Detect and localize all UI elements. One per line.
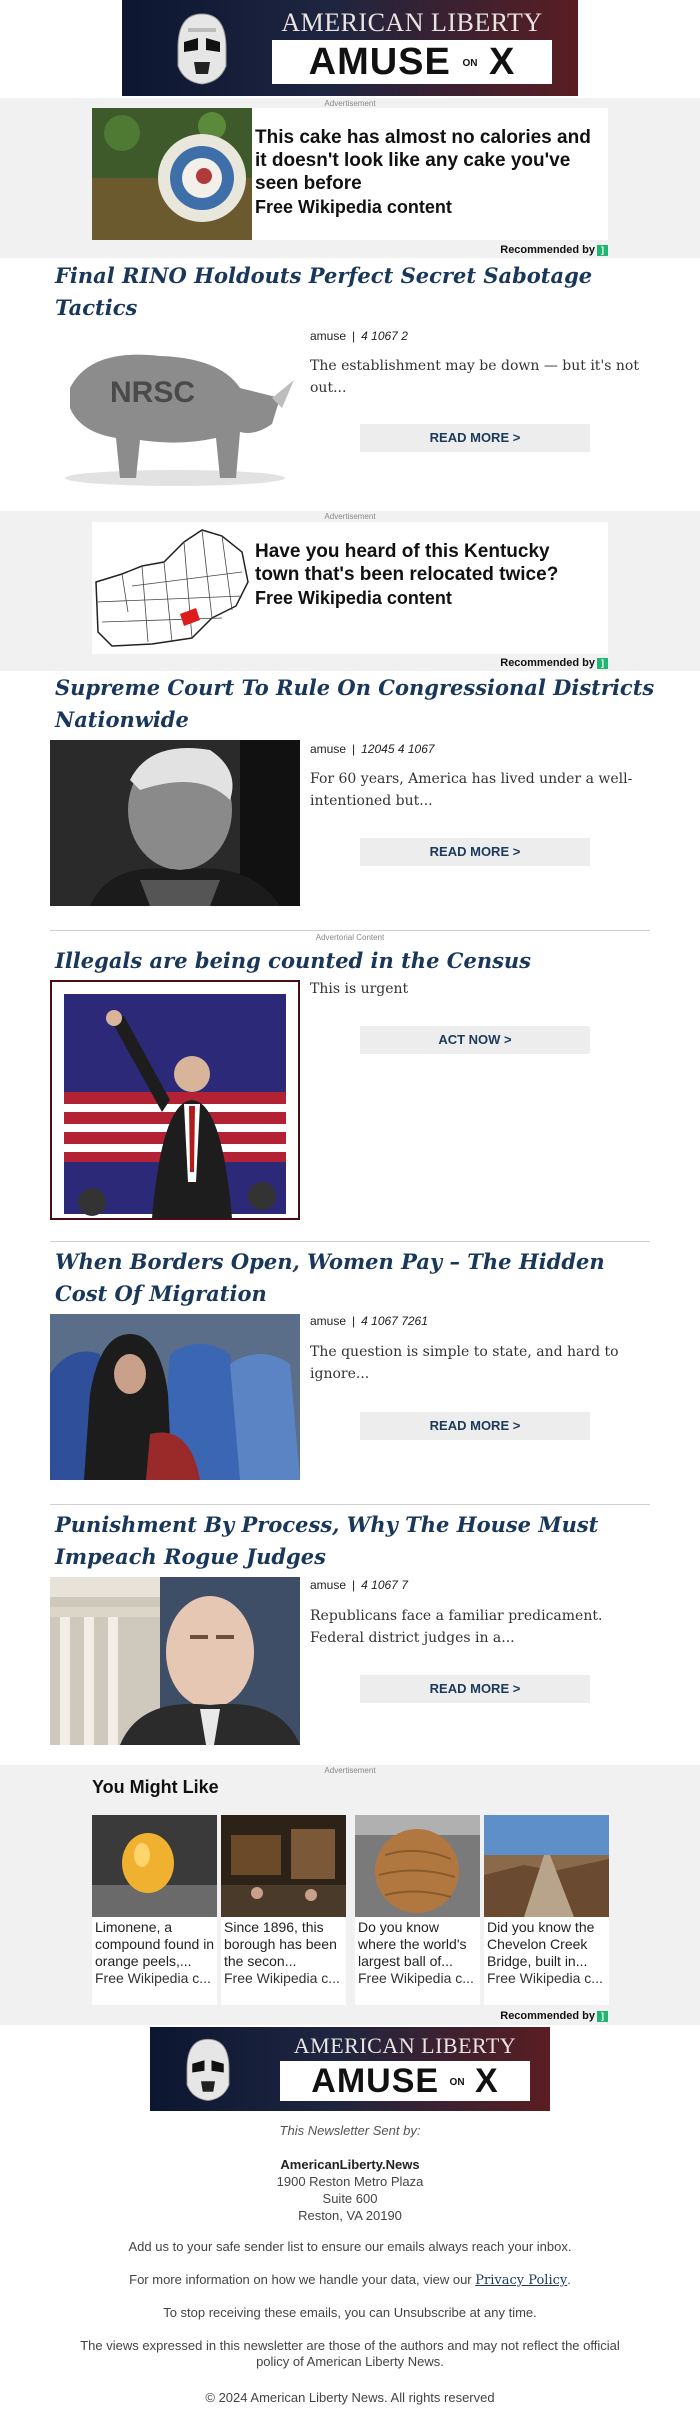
article-meta: amuse | 4 1067 7261 [310, 1314, 428, 1328]
you-might-like-title: You Might Like [92, 1777, 219, 1797]
read-more-button[interactable]: READ MORE > [360, 838, 590, 866]
article-meta: amuse | 4 1067 7 [310, 1578, 408, 1592]
article-title[interactable]: When Borders Open, Women Pay – The Hidden Cost Of Migration [55, 1249, 605, 1306]
recommendation-image [221, 1815, 346, 1917]
divider [50, 1504, 650, 1505]
ad-image-kentucky-map [92, 522, 252, 654]
brand-line1: AMERICAN LIBERTY [281, 8, 543, 37]
ad-headline: Have you heard of this Kentucky town that's been relocated twice? Free Wikipedia content [255, 541, 559, 608]
read-more-button[interactable]: READ MORE > [360, 1412, 590, 1440]
org-name: AmericanLiberty.News [280, 2157, 420, 2172]
recommendation-image [92, 1815, 217, 1917]
sponsored-thumbnail[interactable] [50, 980, 300, 1220]
article-thumbnail-migrants[interactable] [50, 1314, 300, 1480]
ad-block-1 [0, 98, 700, 258]
recommendation-card[interactable] [221, 1815, 346, 2005]
article-excerpt: The question is simple to state, and hard to ignore... [310, 1344, 619, 1382]
you-might-like-block [0, 1765, 700, 2025]
recommendation-caption: Limonene, a compound found in orange peels,... [95, 1919, 215, 1969]
recommended-by[interactable]: Recommended by ] [500, 244, 608, 256]
ad-headline: This cake has almost no calories and it doesn't look like any cake you've seen before Free Wikipedia content [255, 127, 591, 217]
act-now-button[interactable]: ACT NOW > [360, 1026, 590, 1054]
article-meta: amuse | 4 1067 2 [310, 329, 408, 343]
sent-by-label: This Newsletter Sent by: [279, 2123, 421, 2138]
mgid-logo-icon: ] [597, 2011, 608, 2022]
helmet-icon [170, 8, 234, 88]
brand-logo: AMUSE ON X [280, 2061, 530, 2101]
privacy-policy-link[interactable]: Privacy Policy [475, 2273, 568, 2288]
ad-label: Advertisement [324, 1766, 376, 1775]
recommendation-source: Free Wikipedia c... [358, 1970, 474, 1986]
article-thumbnail-rhino[interactable] [50, 328, 300, 496]
article-title[interactable]: Supreme Court To Rule On Congressional Districts Nationwide [55, 675, 655, 732]
recommendation-card[interactable] [355, 1815, 480, 2005]
divider [50, 930, 650, 931]
advertorial-label: Advertorial Content [315, 933, 385, 942]
article-meta: amuse | 12045 4 1067 [310, 742, 435, 756]
mgid-logo-icon: ] [597, 658, 608, 669]
svg-text:NRSC: NRSC [110, 376, 196, 409]
sponsored-title[interactable]: Illegals are being counted in the Census [55, 948, 532, 973]
article-excerpt: Republicans face a familiar predicament. Federal district judges in a... [310, 1608, 603, 1646]
article-title[interactable]: Final RINO Holdouts Perfect Secret Sabotage Tactics [55, 263, 593, 320]
address-line3: Reston, VA 20190 [298, 2208, 402, 2223]
ad-label: Advertisement [324, 99, 376, 108]
ad-card[interactable] [92, 522, 608, 654]
sponsored-excerpt: This is urgent [310, 981, 409, 997]
recommendation-image [355, 1815, 480, 1917]
address-line2: Suite 600 [322, 2191, 378, 2206]
recommendation-card[interactable] [484, 1815, 609, 2005]
ad-card[interactable] [92, 108, 608, 240]
recommendation-card[interactable] [92, 1815, 217, 2005]
header-banner[interactable] [122, 0, 578, 96]
footer-banner[interactable] [150, 2027, 550, 2111]
disclaimer-text: The views expressed in this newsletter are those of the authors and may not reflect the official policy of American Liberty News. [80, 2338, 620, 2369]
ad-label: Advertisement [324, 512, 376, 521]
recommendation-source: Free Wikipedia c... [95, 1970, 211, 1986]
article-thumbnail-portrait[interactable] [50, 740, 300, 906]
brand-line1: AMERICAN LIBERTY [293, 2033, 517, 2058]
ad-image-cake [92, 108, 252, 240]
safe-sender-text: Add us to your safe sender list to ensure our emails always reach your inbox. [128, 2239, 572, 2254]
helmet-icon [180, 2033, 236, 2105]
privacy-text: For more information on how we handle your data, view our Privacy Policy. [129, 2272, 571, 2288]
recommended-by[interactable]: Recommended by ] [500, 657, 608, 669]
article-excerpt: The establishment may be down — but it's not out... [310, 358, 639, 396]
article-title[interactable]: Punishment By Process, Why The House Must Impeach Rogue Judges [55, 1512, 599, 1569]
article-excerpt: For 60 years, America has lived under a well-intentioned but... [310, 771, 633, 809]
read-more-button[interactable]: READ MORE > [360, 1675, 590, 1703]
recommendation-caption: Do you know where the world's largest ball of... [358, 1919, 467, 1969]
article-thumbnail-judge[interactable] [50, 1577, 300, 1745]
read-more-button[interactable]: READ MORE > [360, 424, 590, 452]
recommendation-source: Free Wikipedia c... [487, 1970, 603, 1986]
divider [50, 1241, 650, 1242]
recommendation-caption: Did you know the Chevelon Creek Bridge, built in... [487, 1919, 595, 1969]
address-line1: 1900 Reston Metro Plaza [276, 2174, 424, 2189]
unsubscribe-text[interactable]: To stop receiving these emails, you can Unsubscribe at any time. [163, 2305, 537, 2320]
recommendation-caption: Since 1896, this borough has been the secon... [224, 1919, 337, 1969]
copyright-text: © 2024 American Liberty News. All rights reserved [205, 2390, 495, 2405]
mgid-logo-icon: ] [597, 245, 608, 256]
brand-logo: AMUSE ON X [272, 40, 552, 84]
recommended-by[interactable]: Recommended by ] [500, 2010, 608, 2022]
ad-block-2 [0, 511, 700, 671]
recommendation-source: Free Wikipedia c... [224, 1970, 340, 1986]
recommendation-image [484, 1815, 609, 1917]
